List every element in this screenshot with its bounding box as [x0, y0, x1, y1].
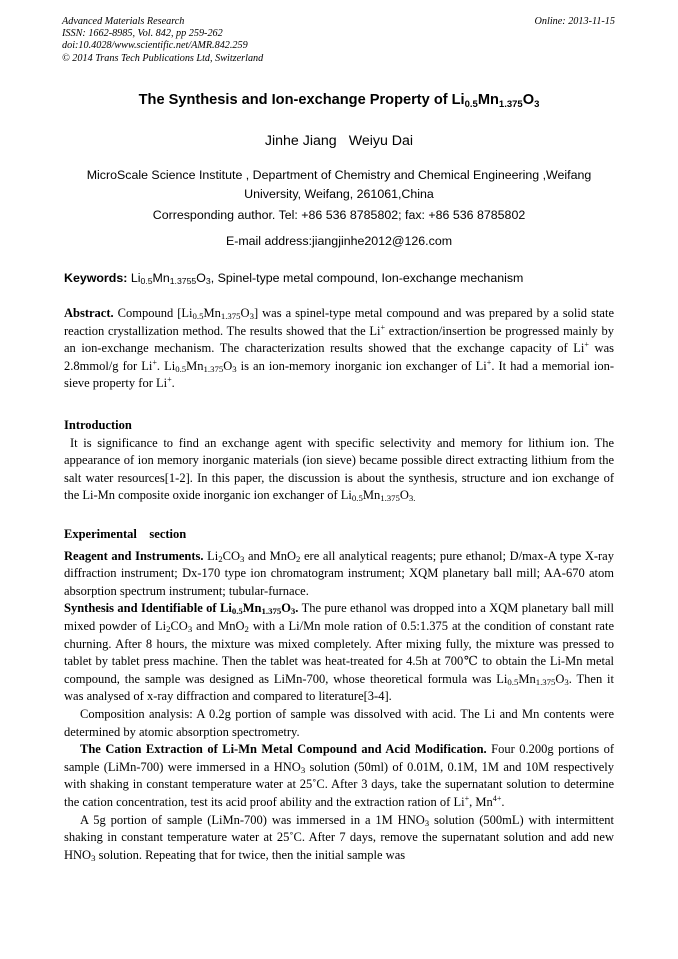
- section-heading: Introduction: [64, 418, 132, 432]
- online-date: Online: 2013-11-15: [534, 16, 615, 27]
- paper-title: The Synthesis and Ion-exchange Property of $Li_{0.5}Mn_{1.375}O_3$: [138, 92, 540, 110]
- journal-header: [62, 16, 615, 65]
- issn: ISSN: 1662-8985, Vol. 842, pp 259-262: [62, 28, 223, 40]
- author-name: Jinhe Jiang: [264, 133, 337, 149]
- experimental-section: [64, 526, 614, 864]
- copyright: © 2014 Trans Tech Publications Ltd, Switzerland: [62, 52, 264, 64]
- author-name: Weiyu Dai: [348, 133, 414, 149]
- composition-paragraph: Composition analysis: A 0.2g portion of sample was dissolved with acid. The Li and Mn contents were determined by atomic absorption spectrometry.: [64, 706, 614, 739]
- reagent-paragraph: Reagent and Instruments. $Li_2CO_3$ and MnO$_2$ ere all analytical reagents; pure ethanol; D/max-A type X-ray diffraction instrument; Dx-170 type ion chromatogram instrument; XQM planetary ball mill; AA-670 atom absorption spectrum instrument; tubular-furnace.: [64, 548, 614, 598]
- keywords: Keywords: $Li_{0.5}Mn_{1.3755}O_3$, Spinel-type metal compound, Ion-exchange mechanism: [64, 271, 524, 286]
- authors: [0, 133, 678, 149]
- abstract: Abstract. Compound $[Li_{0.5}Mn_{1.375}O_3]$ was a spinel-type metal compound and was prepared by a solid state reaction crystallization method. The results showed that the Li+ extraction/insertion be progressed mainly by an ion-exchange mechanism. The characterization results showed that the exchange capacity of Li+ was 2.8mmol/g for Li+. $Li_{0.5}Mn_{1.375}O_3$ is an ion-memory inorganic ion exchanger of Li+. It had a memorial ion-sieve property for Li+.: [64, 306, 614, 391]
- introduction-section: [64, 417, 614, 505]
- corresponding-author: Corresponding author. Tel: +86 536 8785802; fax: +86 536 8785802: [152, 208, 526, 222]
- synthesis-paragraph: Synthesis and Identifiable of $Li_{0.5}Mn_{1.375}O_3$. The pure ethanol was dropped into a XQM planetary ball mill mixed powder of $Li_2CO_3$ and MnO$_2$ with a Li/Mn mole ration of 0.5:1.375 at the condition of constant rate churning. After 8 hours, the mixture was mixed completely. After mixing fully, the mixture was pressed to tablet by tablet press machine. Then the tablet was heat-treated for 4.5h at 700℃ to obtain the Li-Mn metal compound, the sample was designed as LiMn-700, whose theoretical formula was $Li_{0.5}Mn_{1.375}O_3$. Then it was analysed of x-ray diffraction and compared to literature[3-4].: [64, 601, 614, 704]
- acid-modification-paragraph: A 5g portion of sample (LiMn-700) was immersed in a 1M $HNO_3$ solution (500mL) with intermittent shaking in constant temperature water at 25˚C. After 7 days, remove the supernatant solution and add new $HNO_3$ solution. Repeating that for twice, then the initial sample was: [64, 812, 614, 863]
- introduction-paragraph: It is significance to find an exchange agent with specific selectivity and memory for lithium ion. The appearance of ion memory inorganic materials (ion sieve) became possible direct extracting lithium from the salt water resources[1-2]. In this paper, the discussion is about the synthesis, structure and ion exchange of the Li-Mn composite oxide inorganic ion exchanger of $Li_{0.5}Mn_{1.375}O_{3.}$: [64, 435, 614, 504]
- doi: doi:10.4028/www.scientific.net/AMR.842.259: [62, 40, 248, 52]
- journal-name: Advanced Materials Research: [62, 16, 185, 27]
- section-heading: Experimental section: [64, 527, 187, 541]
- email-address: E-mail address:jiangjinhe2012@126.com: [225, 234, 453, 248]
- affiliation: MicroScale Science Institute , Department of Chemistry and Chemical Engineering ,Weifang University, Weifang, 261061,China: [86, 168, 592, 201]
- abstract-label: Abstract.: [64, 306, 114, 320]
- cation-paragraph: The Cation Extraction of Li-Mn Metal Compound and Acid Modification. Four 0.200g portions of sample (LiMn-700) were immersed in a $HNO_3$ solution (50ml) of 0.01M, 0.1M, 1M and 10M respectively with shaking in constant temperature water at 25˚C. After 3 days, take the supernatant solution to determine the cation concentration, test its acid proof ability and the extraction ration of Li+, $Mn^{4+}$.: [64, 742, 614, 809]
